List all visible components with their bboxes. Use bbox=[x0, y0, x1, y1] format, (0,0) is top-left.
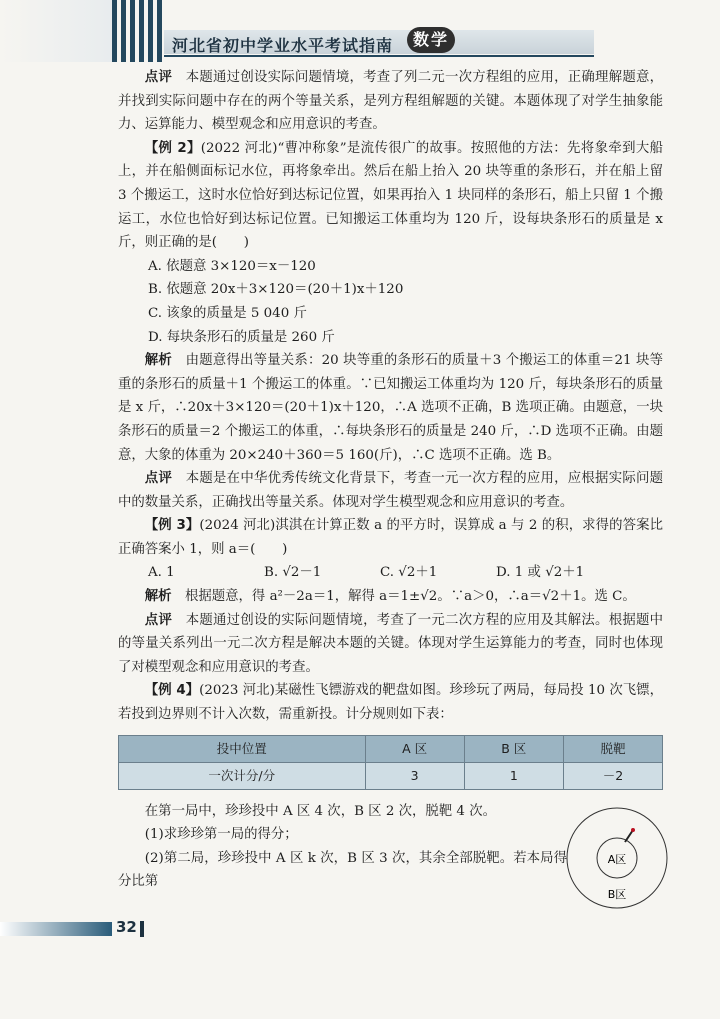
comment-label: 点评 bbox=[144, 471, 173, 487]
example-2-option-c: C. 该象的质量是 5 040 斤 bbox=[148, 305, 307, 321]
example-3-options bbox=[118, 561, 663, 585]
example-3-option-d: D. 1 或 √2＋1 bbox=[496, 565, 585, 581]
example-4-line-1: 在第一局中，珍珍投中 A 区 4 次，B 区 2 次，脱靶 4 次。 bbox=[144, 803, 496, 819]
comment-label: 点评 bbox=[144, 70, 173, 85]
example-4-tag: 【例 4】 bbox=[144, 683, 200, 699]
analysis-text: 由题意得出等量关系：20 块等重的条形石的质量＋3 个搬运工的体重＝21 块等重的条形石的质量＋1 个搬运工的体重。∵已知搬运工体重均为 120 斤，每块条形石的质量是 x 斤，∴20x＋3×120＝(20＋1)x＋120，∴A 选项不正确，B 选项正确。由题意，一块条形石的质量＝2 个搬运工的体重，∴每块条形石的质量是 240 斤，∴D 选项不正确。由题意，大象的体重为 20×240＋360＝5 160(斤)，∴C 选项不正确。选 B。 bbox=[118, 353, 664, 463]
example-2-comment bbox=[118, 467, 663, 514]
example-2-tag: 【例 2】 bbox=[144, 140, 201, 156]
example-3-option-a: A. 1 bbox=[148, 565, 175, 581]
example-2-option-b: B. 依题意 20x＋3×120＝(20＋1)x＋120 bbox=[148, 282, 404, 298]
table-header-cell: A 区 bbox=[365, 735, 464, 762]
page-marker bbox=[140, 921, 144, 937]
example-4-stem bbox=[118, 679, 663, 726]
example-3-stem bbox=[118, 514, 663, 561]
example-3-comment bbox=[118, 609, 663, 680]
example-3-tag: 【例 3】 bbox=[144, 518, 200, 534]
book-title: 河北省初中学业水平考试指南 bbox=[172, 36, 394, 55]
example-2-stem bbox=[118, 137, 663, 255]
comment-label: 点评 bbox=[144, 612, 173, 628]
page-number: 32 bbox=[116, 918, 137, 936]
example-4-questions bbox=[118, 800, 663, 901]
example-2-option-a: A. 依题意 3×120＝x－120 bbox=[148, 258, 316, 274]
example-4-question-1: (1)求珍珍第一局的得分； bbox=[144, 827, 298, 843]
analysis-text: 根据题意，得 a²－2a＝1，解得 a＝1±√2。∵a＞0，∴a＝√2＋1。选 C。 bbox=[184, 589, 636, 605]
label-a-zone: A区 bbox=[607, 852, 627, 866]
example-4-question-2: (2)第二局，珍珍投中 A 区 k 次，B 区 3 次，其余全部脱靶。若本局得分比第 bbox=[118, 850, 567, 890]
analysis-label: 解析 bbox=[144, 353, 172, 369]
table-cell: 一次计分/分 bbox=[119, 762, 366, 789]
comment-text: 本题通过创设实际问题情境，考查了列二元一次方程组的应用，正确理解题意，并找到实际问题中存在的两个等量关系，是列方程组解题的关键。本题体现了对学生抽象能力、运算能力、模型观念和应用意识的考查。 bbox=[118, 70, 664, 133]
page-content bbox=[118, 66, 664, 901]
analysis-label: 解析 bbox=[144, 589, 172, 605]
subject-badge: 数学 bbox=[407, 27, 455, 53]
table-cell: 3 bbox=[365, 762, 464, 789]
example-3-option-c: C. √2＋1 bbox=[380, 565, 438, 581]
footer-bar bbox=[0, 922, 112, 936]
example-2-option-d: D. 每块条形石的质量是 260 斤 bbox=[148, 329, 335, 345]
example-3-option-b: B. √2－1 bbox=[264, 565, 322, 581]
comment-text: 本题通过创设的实际问题情境，考查了一元二次方程的应用及其解法。根据题中的等量关系列出一元二次方程是解决本题的关键。体现对学生运算能力的考查，同时也体现了对模型观念和应用意识的考查。 bbox=[118, 612, 664, 675]
table-header-row bbox=[119, 735, 663, 762]
header-gradient-bar bbox=[0, 0, 112, 62]
example-3-text: (2024 河北)淇淇在计算正数 a 的平方时，误算成 a 与 2 的积，求得的答案比正确答案小 1，则 a＝( ) bbox=[118, 518, 663, 557]
header-stripes bbox=[112, 0, 164, 62]
comment-paragraph-1 bbox=[118, 66, 663, 137]
example-2-analysis bbox=[118, 349, 663, 467]
example-2-text: (2022 河北)“曹冲称象”是流传很广的故事。按照他的方法：先将象牵到大船上，并在船侧面标记水位，再将象牵出。然后在船上抬入 20 块等重的条形石，并在船上留 3 个搬运工，这时水位恰好到达标记位置，如果再抬入 1 块同样的条形石，船上只留 1 个搬运工，水位也恰好到达标记位置。已知搬运工体重均为 120 斤，设每块条形石的质量是 x 斤，则正确的是( ) bbox=[118, 140, 663, 251]
table-cell: 1 bbox=[464, 762, 563, 789]
table-header-cell: 脱靶 bbox=[563, 735, 662, 762]
label-b-zone: B区 bbox=[607, 887, 627, 901]
header-divider bbox=[164, 55, 594, 57]
example-3-analysis bbox=[118, 585, 663, 609]
comment-text: 本题是在中华优秀传统文化背景下，考查一元一次方程的应用，应根据实际问题中的数量关系，正确找出等量关系。体现对学生模型观念和应用意识的考查。 bbox=[118, 471, 664, 510]
table-header-cell: B 区 bbox=[464, 735, 563, 762]
dartboard-figure bbox=[563, 804, 671, 912]
table-cell: －2 bbox=[563, 762, 662, 789]
table-row bbox=[119, 762, 663, 789]
page-header bbox=[0, 0, 720, 62]
table-header-cell: 投中位置 bbox=[119, 735, 366, 762]
example-4-text: (2023 河北)某磁性飞镖游戏的靶盘如图。珍珍玩了两局，每局投 10 次飞镖，若投到边界则不计入次数，需重新投。计分规则如下表： bbox=[118, 683, 663, 723]
dart-icon bbox=[625, 830, 633, 842]
dart-tip-icon bbox=[631, 828, 635, 832]
scoring-table bbox=[118, 735, 663, 790]
